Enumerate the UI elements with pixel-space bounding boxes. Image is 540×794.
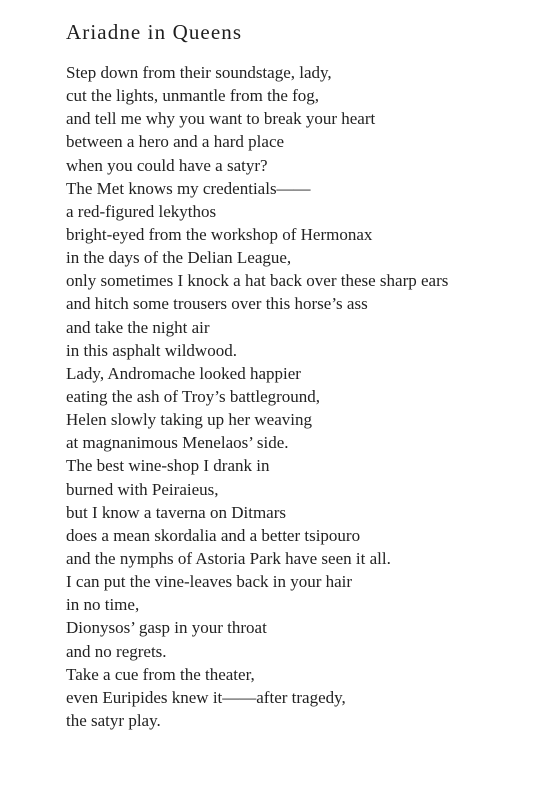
poem-line: in no time, (66, 595, 140, 615)
poem-line: does a mean skordalia and a better tsipouro (66, 525, 361, 545)
poem-line: Helen slowly taking up her weaving (66, 410, 312, 430)
poem-line: and no regrets. (66, 641, 167, 661)
poem-line: even Euripides knew it——after tragedy, (66, 687, 346, 707)
poem-line: and the nymphs of Astoria Park have seen it all. (66, 548, 391, 568)
poem-line: Take a cue from the theater, (66, 664, 255, 684)
poem-line: the satyr play. (66, 710, 161, 730)
poem-line: between a hero and a hard place (66, 132, 285, 152)
poem-title: Ariadne in Queens (66, 20, 243, 44)
poem-line: at magnanimous Menelaos’ side. (66, 433, 289, 453)
poem-line: and tell me why you want to break your heart (66, 109, 376, 129)
poem-line: The Met knows my credentials—— (66, 178, 311, 198)
poem-line: burned with Peiraieus, (66, 479, 219, 499)
poem-line: cut the lights, unmantle from the fog, (66, 86, 320, 106)
poem-line: in the days of the Delian League, (66, 248, 292, 268)
poem-line: Lady, Andromache looked happier (66, 363, 301, 383)
poem-line: a red-figured lekythos (66, 201, 217, 221)
poem-line: when you could have a satyr? (66, 155, 268, 175)
poem-line: Dionysos’ gasp in your throat (66, 618, 267, 638)
poem-line: eating the ash of Troy’s battleground, (66, 386, 321, 406)
poem-line: I can put the vine-leaves back in your hair (66, 572, 353, 592)
poem-line: and hitch some trousers over this horse’s ass (66, 294, 368, 314)
poem-line: in this asphalt wildwood. (66, 340, 237, 360)
poem-line: Step down from their soundstage, lady, (66, 63, 332, 82)
poem-line: bright-eyed from the workshop of Hermonax (66, 224, 373, 244)
poem-line: and take the night air (66, 317, 210, 337)
poem-line: only sometimes I knock a hat back over these sharp ears (66, 271, 449, 291)
poem-line: The best wine-shop I drank in (66, 456, 270, 476)
poem-line: but I know a taverna on Ditmars (66, 502, 286, 522)
poem-body (66, 61, 448, 732)
